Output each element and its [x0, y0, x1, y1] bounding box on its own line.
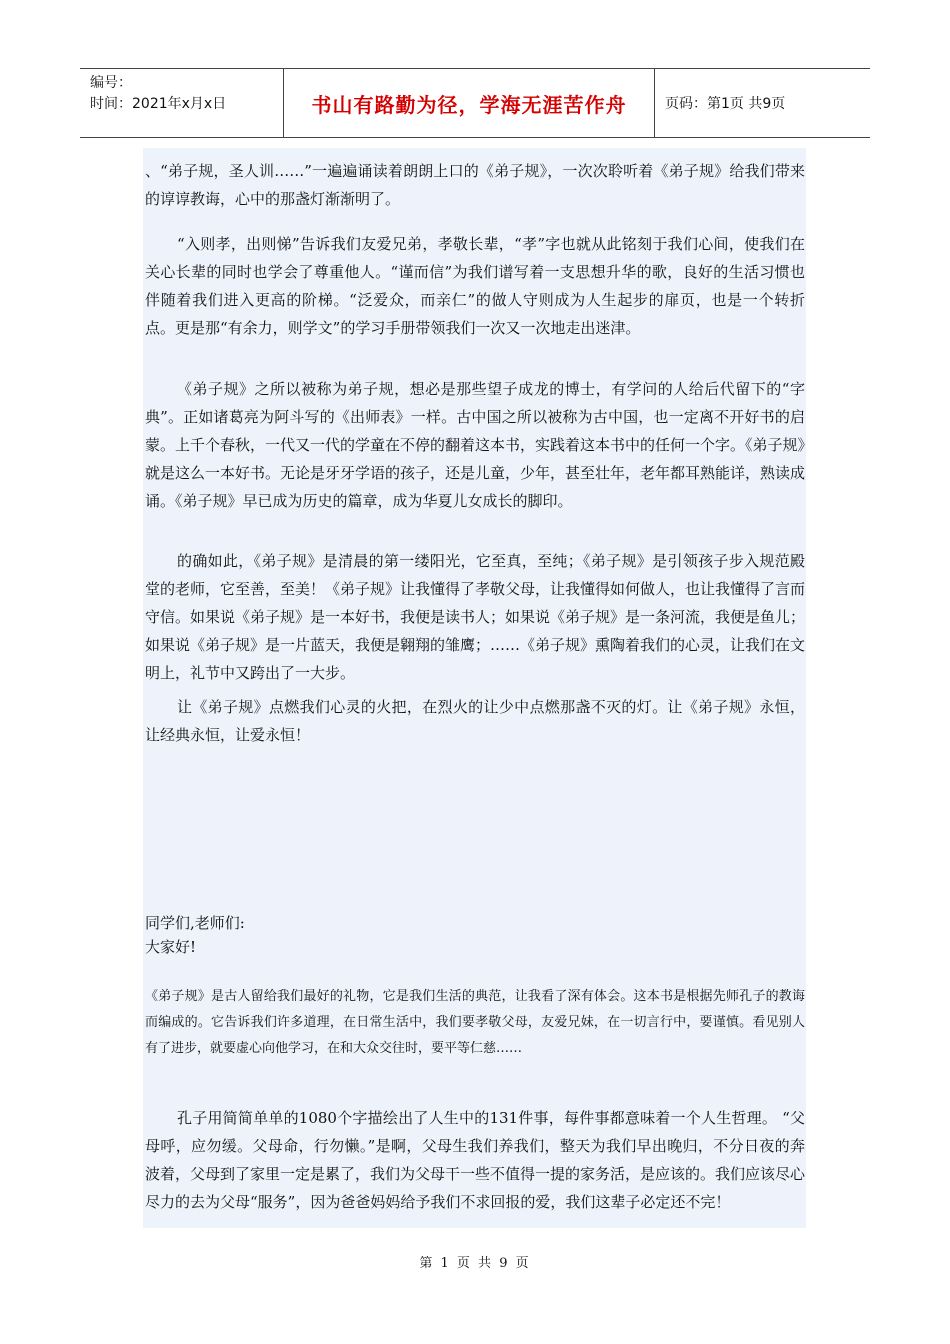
page-footer: 第 1 页 共 9 页	[419, 1256, 531, 1271]
page-header	[80, 68, 870, 138]
document-code-label: 编号：	[90, 75, 132, 91]
paragraph-3: 《弟子规》之所以被称为弟子规，想必是那些望子成龙的博士，有学问的人给后代留下的“字典”。正如诸葛亮为阿斗写的《出师表》一样。古中国之所以被称为古中国，也一定离不开好书的启蒙。上千个春秋，一代又一代的学童在不停的翻着这本书，实践着这本书中的任何一个字。《弟子规》就是这么一本好书。无论是牙牙学语的孩子，还是儿童，少年，甚至壮年，老年都耳熟能详，熟读成诵。《弟子规》早已成为历史的篇章，成为华夏儿女成长的脚印。	[145, 380, 806, 510]
paragraph-4: 的确如此，《弟子规》是清晨的第一缕阳光，它至真，至纯；《弟子规》是引领孩子步入规范殿堂的老师，它至善，至美！《弟子规》让我懂得了孝敬父母，让我懂得如何做人，也让我懂得了言而守信。如果说《弟子规》是一本好书，我便是读书人；如果说《弟子规》是一条河流，我便是鱼儿；如果说《弟子规》是一片蓝天，我便是翱翔的雏鹰；……《弟子规》熏陶着我们的心灵，让我们在文明上，礼节中又跨出了一大步。	[145, 552, 806, 682]
small-paragraph: 《弟子规》是古人留给我们最好的礼物，它是我们生活的典范，让我看了深有体会。这本书是根据先师孔子的教诲而编成的。它告诉我们许多道理，在日常生活中，我们要孝敬父母，友爱兄妹，在一切言行中，要谨慎。看见别人有了进步，就要虚心向他学习，在和大众交往时，要平等仁慈……	[145, 989, 805, 1056]
greeting-line-2: 大家好!	[145, 938, 197, 956]
header-motto-cell	[283, 69, 655, 137]
header-motto: 书山有路勤为径，学海无涯苦作舟	[311, 92, 627, 117]
paragraph-1: 、“弟子规，圣人训……”一遍遍诵读着朗朗上口的《弟子规》，一次次聆听着《弟子规》给我们带来的谆谆教诲，心中的那盏灯渐渐明了。	[145, 162, 805, 208]
header-meta	[80, 69, 283, 137]
paragraph-2: “入则孝，出则悌”告诉我们友爱兄弟，孝敬长辈，“孝”字也就从此铭刻于我们心间，使我们在关心长辈的同时也学会了尊重他人。“谨而信”为我们谱写着一支思想升华的歌，良好的生活习惯也伴随着我们进入更高的阶梯。“泛爱众，而亲仁”的做人守则成为人生起步的扉页，也是一个转折点。更是那“有余力，则学文”的学习手册带领我们一次又一次地走出迷津。	[145, 235, 805, 337]
greeting-line-1: 同学们,老师们:	[145, 914, 245, 932]
paragraph-5: 让《弟子规》点燃我们心灵的火把，在烈火的让少中点燃那盏不灭的灯。让《弟子规》永恒，让经典永恒，让爱永恒！	[145, 698, 805, 744]
last-paragraph: 孔子用简简单单的1080个字描绘出了人生中的131件事，每件事都意味着一个人生哲理。 “父母呼，应勿缓。父母命，行勿懒。”是啊，父母生我们养我们，整天为我们早出晚归，不分日夜的奔波着，父母到了家里一定是累了，我们为父母干一些不值得一提的家务活，是应该的。我们应该尽心尽力的去为父母“服务”，因为爸爸妈妈给予我们不求回报的爱，我们这辈子必定还不完！	[145, 1109, 806, 1211]
document-date: 时间：2021年x月x日	[90, 96, 227, 112]
header-page-info: 页码：第1页 共9页	[665, 96, 786, 112]
